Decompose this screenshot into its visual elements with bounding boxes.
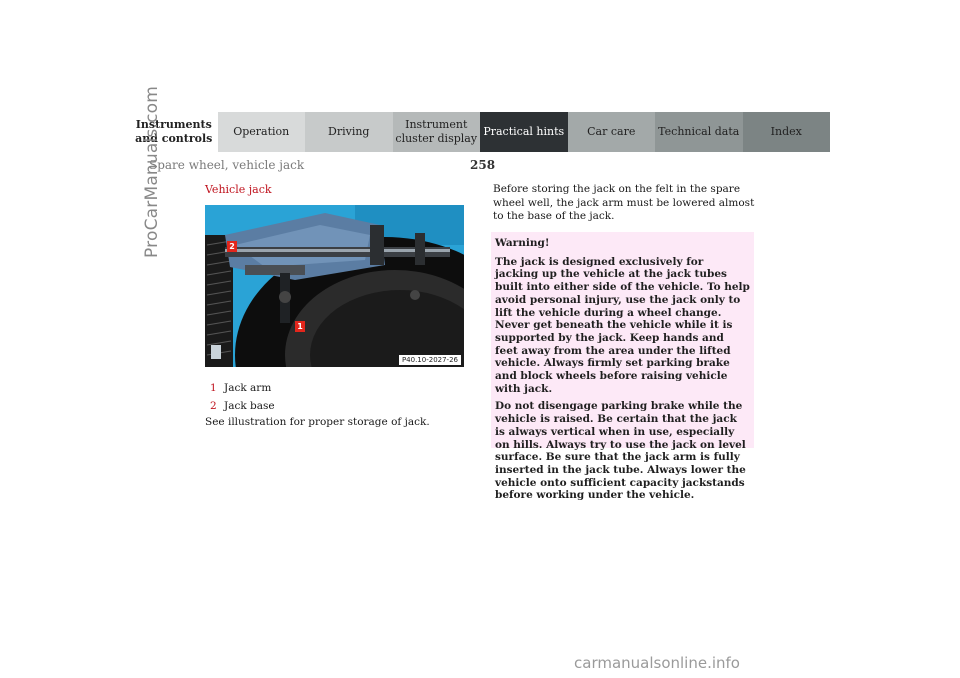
tab-instrument-cluster-display[interactable]: Instrument cluster display xyxy=(393,112,481,152)
storage-instructions: Before storing the jack on the felt in the spare wheel well, the jack arm must be lowered almost to the base of the jack. xyxy=(493,183,755,222)
section-tab-bar xyxy=(130,112,830,152)
page-number: 258 xyxy=(470,158,496,172)
jack-drawing xyxy=(205,205,464,367)
tab-technical-data[interactable]: Technical data xyxy=(655,112,743,152)
tab-instruments-and-controls[interactable]: Instruments and controls xyxy=(130,112,218,152)
tab-car-care[interactable]: Car care xyxy=(568,112,656,152)
warning-paragraph-1: The jack is designed exclusively for jacking up the vehicle at the jack tubes built into either side of the vehicle. To help avoid personal injury, use the jack only to lift the vehicle during a wheel change. Never get beneath the vehicle while it is supported by the jack. Keep hands and feet away from the area under the lifted vehicle. Always firmly set parking brake and block wheels before raising vehicle with jack. xyxy=(495,255,750,395)
see-illustration-text: See illustration for proper storage of jack. xyxy=(205,416,430,428)
legend-text: Jack arm xyxy=(224,382,272,394)
tab-driving[interactable]: Driving xyxy=(305,112,393,152)
section-title: Vehicle jack xyxy=(205,183,272,196)
legend-item xyxy=(210,397,275,415)
footer-watermark: carmanualsonline.info xyxy=(574,654,740,672)
legend-item xyxy=(210,379,275,397)
callout-jack-base: 2 xyxy=(227,241,237,252)
figure-legend xyxy=(210,379,275,415)
tab-operation[interactable]: Operation xyxy=(218,112,306,152)
warning-title: Warning! xyxy=(495,237,550,249)
tab-index[interactable]: Index xyxy=(743,112,831,152)
warning-box xyxy=(491,232,754,502)
page-header-title: Spare wheel, vehicle jack xyxy=(149,158,305,172)
figure-code: P40.10-2027-26 xyxy=(399,355,461,365)
legend-number: 1 xyxy=(210,382,217,394)
legend-number: 2 xyxy=(210,400,217,412)
jack-illustration xyxy=(205,205,464,367)
legend-text: Jack base xyxy=(224,400,275,412)
warning-paragraph-2: Do not disengage parking brake while the vehicle is raised. Be certain that the jack is always vertical when in use, especially on hills. Always try to use the jack on level surface. Be sure that the jack arm is fully inserted in the jack tube. Always lower the vehicle onto sufficient capacity jackstands before working under the vehicle. xyxy=(495,400,746,502)
side-watermark: ProCarManuals.com xyxy=(142,86,162,258)
callout-jack-arm: 1 xyxy=(295,321,305,332)
tab-practical-hints[interactable]: Practical hints xyxy=(480,112,568,152)
